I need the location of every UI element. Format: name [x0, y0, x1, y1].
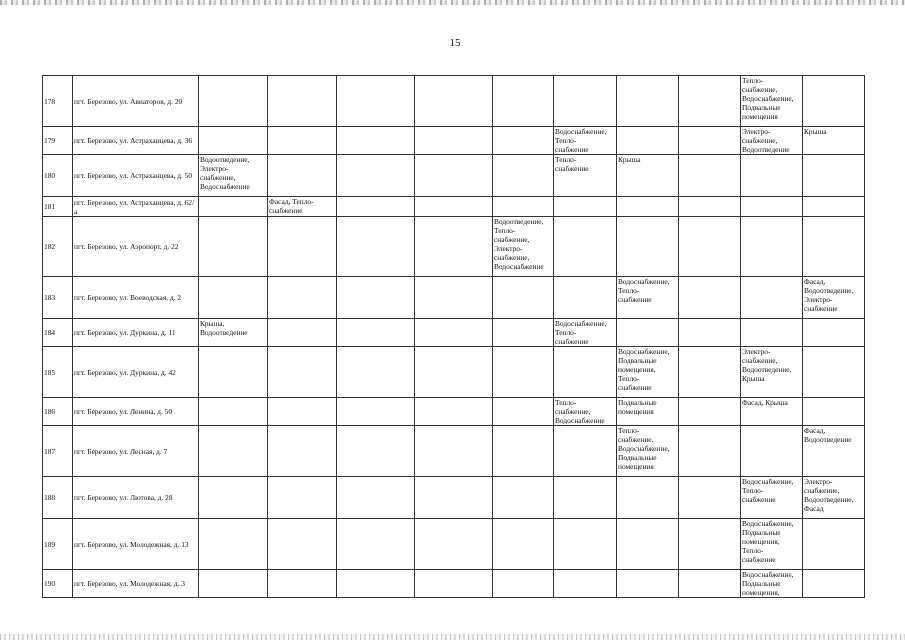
work-line: Тепло- — [742, 486, 764, 495]
table-row — [43, 426, 865, 477]
work-line: помещения — [618, 407, 654, 416]
work-line: Фасад, Тепло- — [269, 197, 314, 206]
work-cell — [337, 347, 415, 398]
work-cell — [679, 477, 741, 519]
work-cell — [268, 426, 337, 477]
work-cell — [554, 76, 617, 127]
work-cell — [337, 426, 415, 477]
work-cell — [554, 197, 617, 217]
work-line: снабжение, — [742, 356, 778, 365]
work-line: Тепло- — [555, 398, 577, 407]
work-line: Водоснабжение, — [742, 519, 794, 528]
work-line: Подвальные — [742, 579, 781, 588]
work-cell — [617, 155, 679, 197]
row-address: пгт. Березово, ул. Дуркина, д. 11 — [73, 319, 199, 347]
table-row — [43, 277, 865, 319]
work-cell — [679, 570, 741, 598]
work-cell — [493, 217, 554, 277]
work-line: помещения — [618, 462, 654, 471]
scan-edge-top — [0, 0, 905, 5]
work-cell — [337, 519, 415, 570]
work-cell — [415, 277, 493, 319]
work-line: Водоснабжение, — [742, 477, 794, 486]
work-cell — [741, 477, 803, 519]
work-cell — [493, 519, 554, 570]
work-cell — [803, 217, 865, 277]
work-line: Крыша — [618, 155, 641, 164]
work-cell — [199, 197, 268, 217]
work-cell — [741, 76, 803, 127]
work-cell — [337, 155, 415, 197]
work-cell — [493, 76, 554, 127]
row-number: 184 — [43, 319, 73, 347]
work-cell — [803, 570, 865, 598]
work-line: Подвальные — [618, 398, 657, 407]
work-line: снабжение, — [555, 407, 591, 416]
row-address: пгт. Березово, ул. Ленина, д. 50 — [73, 398, 199, 426]
work-cell — [803, 477, 865, 519]
work-cell — [415, 570, 493, 598]
table-row — [43, 477, 865, 519]
row-number: 182 — [43, 217, 73, 277]
row-address: пгт. Березово, ул. Аэропорт, д. 22 — [73, 217, 199, 277]
work-cell — [741, 197, 803, 217]
work-line: Электро- — [804, 477, 833, 486]
work-line: Тепло- — [742, 546, 764, 555]
work-line: Тепло- — [555, 136, 577, 145]
work-cell — [679, 519, 741, 570]
work-cell — [337, 127, 415, 155]
work-cell — [415, 426, 493, 477]
work-line: Фасад — [804, 504, 824, 513]
work-line: Водоотведение — [742, 145, 790, 154]
work-cell — [337, 197, 415, 217]
work-line: помещения — [742, 112, 778, 121]
work-line: Тепло- — [555, 155, 577, 164]
work-cell — [337, 319, 415, 347]
work-cell — [199, 426, 268, 477]
work-line: Тепло- — [618, 426, 640, 435]
table-row — [43, 519, 865, 570]
row-number: 180 — [43, 155, 73, 197]
work-cell — [337, 277, 415, 319]
work-line: помещения, — [618, 365, 656, 374]
work-cell — [415, 217, 493, 277]
work-cell — [337, 477, 415, 519]
work-cell — [268, 277, 337, 319]
work-cell — [493, 319, 554, 347]
work-cell — [803, 76, 865, 127]
work-cell — [493, 477, 554, 519]
work-cell — [199, 76, 268, 127]
work-line: Крыша, — [200, 319, 225, 328]
work-cell — [803, 127, 865, 155]
work-cell — [268, 319, 337, 347]
work-cell — [741, 398, 803, 426]
work-line: Подвальные — [742, 528, 781, 537]
work-cell — [803, 319, 865, 347]
work-line: Электро- — [494, 244, 523, 253]
work-cell — [617, 76, 679, 127]
work-cell — [415, 127, 493, 155]
work-line: снабжение — [742, 555, 776, 564]
work-line: Подвальные — [742, 103, 781, 112]
work-cell — [268, 398, 337, 426]
work-line: снабжение, — [742, 85, 778, 94]
work-line: снабжение, — [742, 136, 778, 145]
work-cell — [803, 155, 865, 197]
row-number: 188 — [43, 477, 73, 519]
work-line: Тепло- — [555, 328, 577, 337]
work-cell — [617, 277, 679, 319]
work-cell — [415, 477, 493, 519]
work-cell — [803, 197, 865, 217]
work-line: снабжение — [555, 145, 589, 154]
work-cell — [268, 197, 337, 217]
work-line: Электро- — [742, 347, 771, 356]
work-cell — [554, 127, 617, 155]
work-cell — [803, 398, 865, 426]
row-number: 183 — [43, 277, 73, 319]
row-number: 179 — [43, 127, 73, 155]
work-cell — [493, 398, 554, 426]
table-row — [43, 127, 865, 155]
work-line: Водоснабжение — [494, 262, 544, 271]
work-cell — [199, 398, 268, 426]
work-cell — [493, 347, 554, 398]
row-address: пгт. Березово, ул. Астраханцева, д. 36 — [73, 127, 199, 155]
work-cell — [741, 155, 803, 197]
work-line: Водоотведение — [200, 328, 248, 337]
work-cell — [415, 197, 493, 217]
work-line: снабжение — [555, 164, 589, 173]
work-cell — [199, 477, 268, 519]
work-line: снабжение — [269, 206, 303, 215]
work-line: Водоснабжение, — [742, 94, 794, 103]
work-cell — [803, 347, 865, 398]
work-line: Водоотведение, — [200, 155, 250, 164]
work-cell — [493, 197, 554, 217]
work-line: снабжение, — [494, 235, 530, 244]
work-line: Тепло- — [618, 374, 640, 383]
work-cell — [415, 319, 493, 347]
work-cell — [415, 155, 493, 197]
work-cell — [741, 277, 803, 319]
work-cell — [679, 398, 741, 426]
work-cell — [493, 127, 554, 155]
work-line: Водоснабжение, — [618, 347, 670, 356]
row-address: пгт. Березово, ул. Молодежная, д. 3 — [73, 570, 199, 598]
work-cell — [415, 519, 493, 570]
table-body — [43, 76, 865, 598]
work-line: Водоснабжение, — [618, 277, 670, 286]
work-line: снабжение, — [804, 486, 840, 495]
row-number: 185 — [43, 347, 73, 398]
work-cell — [679, 197, 741, 217]
work-cell — [679, 155, 741, 197]
work-line: Водоснабжение — [555, 416, 605, 425]
work-cell — [199, 319, 268, 347]
work-line: снабжение, — [494, 253, 530, 262]
work-cell — [268, 519, 337, 570]
work-line: Фасад, — [804, 277, 826, 286]
row-address: пгт. Березово, ул. Молодежная, д. 13 — [73, 519, 199, 570]
work-cell — [337, 217, 415, 277]
row-address: пгт. Березово, ул. Астраханцева, д. 62/а — [73, 197, 199, 217]
row-number: 189 — [43, 519, 73, 570]
work-cell — [199, 155, 268, 197]
work-cell — [617, 217, 679, 277]
work-line: Тепло- — [618, 286, 640, 295]
work-cell — [803, 519, 865, 570]
work-cell — [617, 398, 679, 426]
work-cell — [679, 426, 741, 477]
work-cell — [268, 76, 337, 127]
work-line: снабжение — [555, 337, 589, 346]
work-line: Водоотведение, — [742, 365, 792, 374]
work-cell — [679, 76, 741, 127]
table-row — [43, 197, 865, 217]
work-line: Электро- — [742, 127, 771, 136]
work-line: Водоснабжение, — [618, 444, 670, 453]
work-cell — [493, 277, 554, 319]
work-line: Крыша — [804, 127, 827, 136]
work-cell — [268, 477, 337, 519]
work-cell — [741, 426, 803, 477]
work-cell — [415, 398, 493, 426]
work-line: Электро- — [804, 295, 833, 304]
work-cell — [554, 347, 617, 398]
work-cell — [741, 347, 803, 398]
work-cell — [554, 277, 617, 319]
work-cell — [617, 426, 679, 477]
work-line: Тепло- — [742, 76, 764, 85]
work-cell — [268, 127, 337, 155]
table-row — [43, 570, 865, 598]
table-row — [43, 398, 865, 426]
repair-schedule-table — [42, 75, 865, 598]
work-cell — [741, 319, 803, 347]
work-cell — [493, 426, 554, 477]
table-row — [43, 76, 865, 127]
row-address: пгт. Березово, ул. Астраханцева, д. 50 — [73, 155, 199, 197]
row-address: пгт. Березово, ул. Лютова, д. 28 — [73, 477, 199, 519]
work-line: Подвальные — [618, 453, 657, 462]
work-cell — [199, 519, 268, 570]
work-line: снабжение, — [200, 173, 236, 182]
work-cell — [741, 217, 803, 277]
work-cell — [415, 76, 493, 127]
work-cell — [741, 519, 803, 570]
work-cell — [268, 155, 337, 197]
row-address: пгт. Березово, ул. Дуркина, д. 42 — [73, 347, 199, 398]
work-line: Водоснабжение, — [555, 319, 607, 328]
work-line: Фасад, — [804, 426, 826, 435]
work-line: снабжение — [742, 495, 776, 504]
work-line: Водоотведение — [804, 435, 852, 444]
work-line: Водоотведение, — [804, 495, 854, 504]
work-line: Водоотведение, — [804, 286, 854, 295]
row-number: 178 — [43, 76, 73, 127]
work-line: снабжение, — [618, 435, 654, 444]
work-cell — [268, 347, 337, 398]
work-cell — [617, 477, 679, 519]
work-cell — [617, 197, 679, 217]
work-cell — [554, 426, 617, 477]
work-cell — [415, 347, 493, 398]
row-address: пгт. Березово, ул. Авиаторов, д. 20 — [73, 76, 199, 127]
work-cell — [679, 277, 741, 319]
work-line: Тепло- — [494, 226, 516, 235]
work-cell — [679, 127, 741, 155]
work-cell — [617, 519, 679, 570]
work-line: Крыша — [742, 374, 765, 383]
work-cell — [554, 519, 617, 570]
work-cell — [554, 319, 617, 347]
work-cell — [803, 426, 865, 477]
work-cell — [554, 398, 617, 426]
work-line: помещения, — [742, 588, 780, 597]
work-cell — [617, 127, 679, 155]
work-cell — [199, 570, 268, 598]
work-cell — [337, 398, 415, 426]
work-line: Водоотведение, — [494, 217, 544, 226]
work-cell — [617, 319, 679, 347]
row-number: 187 — [43, 426, 73, 477]
work-cell — [337, 76, 415, 127]
work-line: Подвальные — [618, 356, 657, 365]
work-cell — [493, 570, 554, 598]
row-address: пгт. Березово, ул. Лесная, д. 7 — [73, 426, 199, 477]
work-line: снабжение — [618, 383, 652, 392]
work-cell — [554, 477, 617, 519]
work-cell — [268, 570, 337, 598]
work-cell — [617, 570, 679, 598]
work-cell — [679, 319, 741, 347]
work-cell — [741, 127, 803, 155]
work-cell — [199, 127, 268, 155]
work-cell — [199, 217, 268, 277]
work-line: снабжение — [618, 295, 652, 304]
work-line: Электро- — [200, 164, 229, 173]
work-line: Фасад, Крыша — [742, 398, 788, 407]
work-cell — [554, 155, 617, 197]
work-cell — [554, 570, 617, 598]
row-number: 181 — [43, 197, 73, 217]
work-cell — [679, 347, 741, 398]
work-cell — [803, 277, 865, 319]
work-cell — [617, 347, 679, 398]
table-row — [43, 155, 865, 197]
work-line: Водоснабжение, — [742, 570, 794, 579]
work-cell — [679, 217, 741, 277]
page-number: 15 — [449, 37, 461, 49]
work-cell — [741, 570, 803, 598]
row-address: пгт. Березово, ул. Воеводская, д. 2 — [73, 277, 199, 319]
table-row — [43, 347, 865, 398]
work-cell — [199, 277, 268, 319]
row-number: 186 — [43, 398, 73, 426]
work-cell — [554, 217, 617, 277]
row-number: 190 — [43, 570, 73, 598]
work-line: снабжение — [804, 304, 838, 313]
scan-edge-bottom — [0, 634, 905, 640]
work-line: Водоснабжение — [200, 182, 250, 191]
work-cell — [199, 347, 268, 398]
table-row — [43, 319, 865, 347]
work-cell — [493, 155, 554, 197]
work-cell — [337, 570, 415, 598]
work-cell — [268, 217, 337, 277]
work-line: Водоснабжение, — [555, 127, 607, 136]
table-row — [43, 217, 865, 277]
work-line: помещения, — [742, 537, 780, 546]
